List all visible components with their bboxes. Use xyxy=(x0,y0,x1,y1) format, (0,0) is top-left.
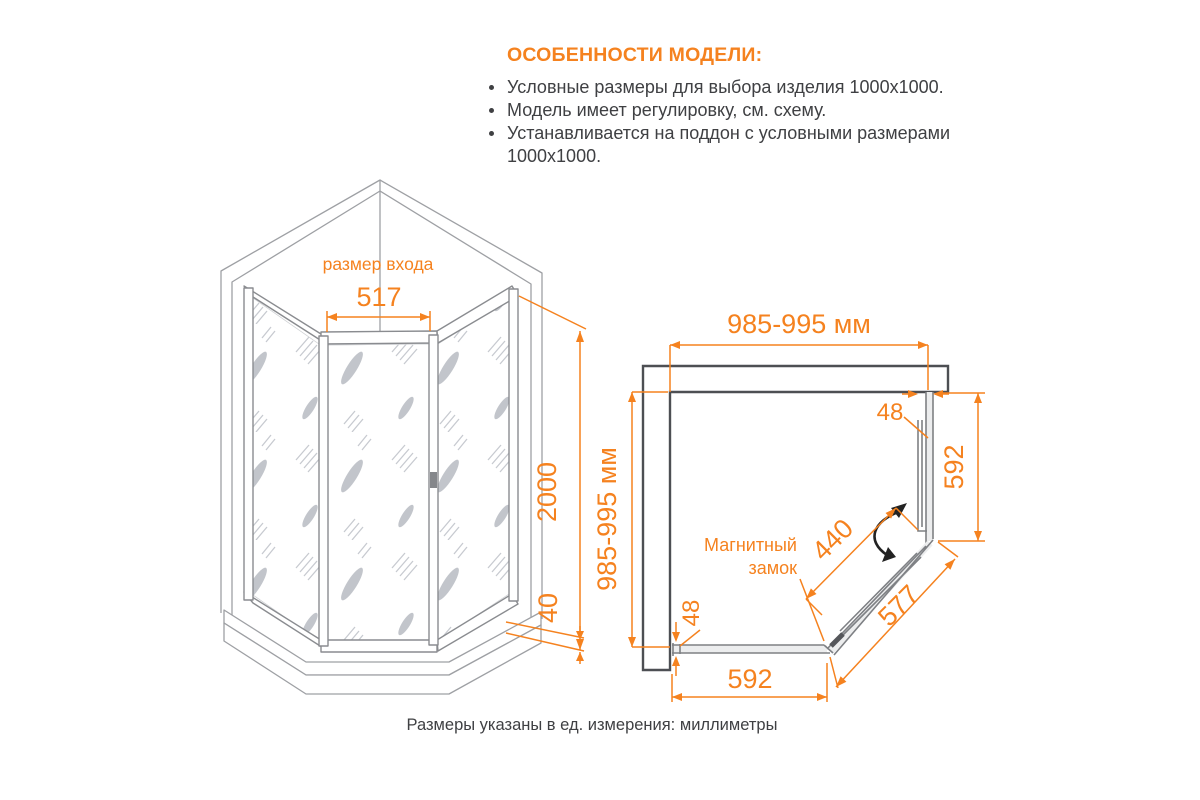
plan-profile-top-value: 48 xyxy=(876,399,904,426)
iso-view xyxy=(221,180,586,694)
adjustment-value: 40 xyxy=(533,592,563,624)
svg-text:замок: замок xyxy=(748,558,797,578)
entrance-width-value: 517 xyxy=(356,282,402,312)
iso-glass-panes xyxy=(253,298,509,642)
plan-profile-left-value: 48 xyxy=(678,599,705,627)
plan-bottom-panel xyxy=(672,643,833,656)
door-handle xyxy=(430,472,437,488)
dim-entrance xyxy=(327,311,430,332)
feature-text: Устанавливается на поддон с условными размерами 1000x1000. xyxy=(507,123,951,166)
plan-top-width-value: 985-995 мм xyxy=(727,309,871,339)
feature-text: Условные размеры для выбора изделия 1000x1000. xyxy=(507,77,944,97)
svg-text:Магнитный: Магнитный xyxy=(704,535,797,555)
plan-bottom-side-value: 592 xyxy=(727,664,773,694)
feature-text: Модель имеет регулировку, см. схему. xyxy=(507,100,827,120)
entrance-label: размер входа xyxy=(322,254,434,274)
plan-door-width-value: 440 xyxy=(806,513,860,567)
plan-view xyxy=(592,309,985,702)
units-note: Размеры указаны в ед. измерения: миллиметры xyxy=(406,716,778,734)
plan-right-panel xyxy=(918,392,933,544)
plan-right-side-value: 592 xyxy=(939,444,969,490)
height-value: 2000 xyxy=(532,461,562,523)
plan-diagonal-value: 577 xyxy=(872,579,926,633)
plan-left-width-value: 985-995 мм xyxy=(592,447,622,591)
magnetic-lock-label xyxy=(704,535,824,641)
features-heading: ОСОБЕННОСТИ МОДЕЛИ: xyxy=(507,44,763,66)
